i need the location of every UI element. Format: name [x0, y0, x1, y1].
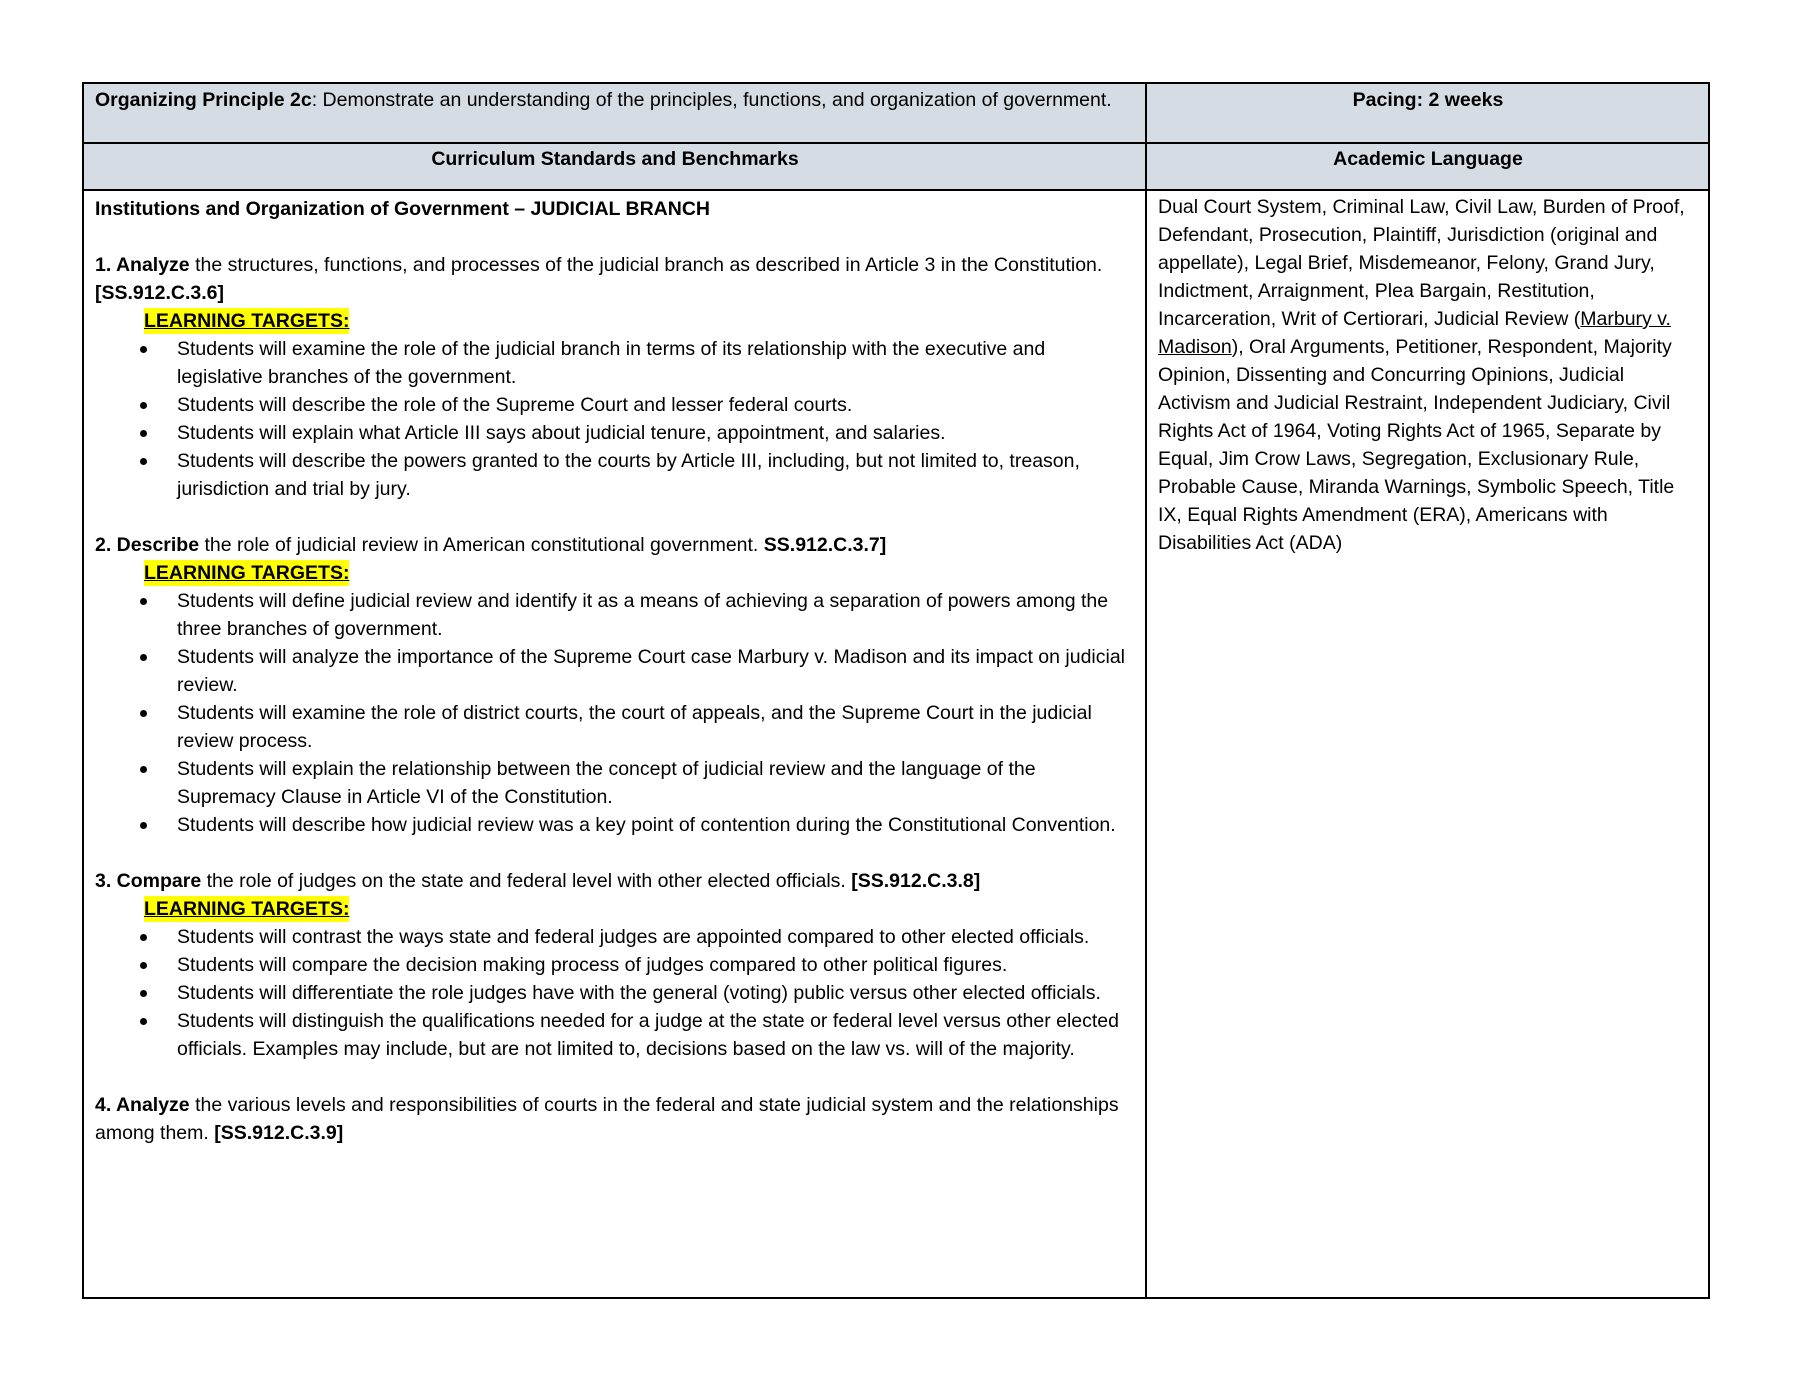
- pacing-cell: [1146, 83, 1709, 143]
- list-item: Students will distinguish the qualifications needed for a judge at the state or federal level versus other elected officials. Examples may include, but are not limited to, decisions based on the law vs. will of the majority.: [177, 1007, 1135, 1063]
- list-item: Students will compare the decision making process of judges compared to other political figures.: [177, 951, 1135, 979]
- header-row: [83, 83, 1709, 143]
- standard-3-code: [SS.912.C.3.8]: [851, 870, 981, 892]
- list-item: Students will describe the powers granted to the courts by Article III, including, but not limited to, treason, jurisdiction and trial by jury.: [177, 447, 1135, 503]
- list-item: Students will describe the role of the Supreme Court and lesser federal courts.: [177, 391, 1135, 419]
- list-item: Students will examine the role of the judicial branch in terms of its relationship with the executive and legislative branches of the government.: [177, 335, 1135, 391]
- standard-2-verb: 2. Describe: [95, 534, 200, 556]
- academic-language-terms-continued: ), Oral Arguments, Petitioner, Respondent, Majority Opinion, Dissenting and Concurring Opinions, Judicial Activism and Judicial Restraint, Independent Judiciary, Civil Rights Act of 1964, Voting Rights Act of 1965, Separate by Equal, Jim Crow Laws, Segregation, Exclusionary Rule, Probable Cause, Miranda Warnings, Symbolic Speech, Title IX, Equal Rights Amendment (ERA), Americans with Disabilities Act (ADA): [1158, 336, 1675, 554]
- standard-3-verb: 3. Compare: [95, 870, 202, 892]
- list-item: Students will examine the role of district courts, the court of appeals, and the Supreme Court in the judicial review process.: [177, 699, 1135, 755]
- standard-1-text: the structures, functions, and processes of the judicial branch as described in Article 3 in the Constitution.: [189, 254, 1103, 276]
- standard-4-verb: 4. Analyze: [95, 1094, 190, 1116]
- list-item: Students will explain what Article III says about judicial tenure, appointment, and salaries.: [177, 419, 1135, 447]
- organizing-principle-text: : Demonstrate an understanding of the principles, functions, and organization of government.: [311, 89, 1112, 111]
- standard-2-text: the role of judicial review in American constitutional government.: [199, 534, 764, 556]
- learning-targets-label: LEARNING TARGETS:: [144, 898, 350, 920]
- standard-4: [95, 1091, 1135, 1147]
- standard-2-code: SS.912.C.3.7]: [763, 534, 887, 556]
- organizing-principle-label: Organizing Principle 2c: [95, 89, 312, 111]
- list-item: Students will describe how judicial review was a key point of contention during the Constitutional Convention.: [177, 811, 1135, 839]
- academic-language-terms: Dual Court System, Criminal Law, Civil Law, Burden of Proof, Defendant, Prosecution, Plaintiff, Jurisdiction (original and appellate), Legal Brief, Misdemeanor, Felony, Grand Jury, Indictment, Arraignment, Plea Bargain, Restitution, Incarceration, Writ of Certiorari, Judicial Review (: [1158, 196, 1685, 330]
- standard-3: [95, 867, 1135, 895]
- standard-3-text: the role of judges on the state and federal level with other elected officials.: [201, 870, 852, 892]
- standard-2-targets: [95, 587, 1135, 839]
- learning-targets-label: LEARNING TARGETS:: [144, 310, 350, 332]
- standard-2: [95, 531, 1135, 559]
- standard-4-text: the various levels and responsibilities of courts in the federal and state judicial system and the relationships among them.: [95, 1094, 1119, 1144]
- standard-1-targets: [95, 335, 1135, 503]
- list-item: Students will analyze the importance of the Supreme Court case Marbury v. Madison and its impact on judicial review.: [177, 643, 1135, 699]
- curriculum-table: [82, 82, 1710, 1299]
- standard-4-code: [SS.912.C.3.9]: [214, 1122, 344, 1144]
- list-item: Students will explain the relationship between the concept of judicial review and the language of the Supremacy Clause in Article VI of the Constitution.: [177, 755, 1135, 811]
- organizing-principle-cell: [83, 83, 1146, 143]
- column-title-row: [83, 143, 1709, 190]
- standard-1-code: [SS.912.C.3.6]: [95, 282, 224, 304]
- academic-language-case: Marbury v. Madison: [1158, 308, 1671, 358]
- content-row: [83, 190, 1709, 1298]
- learning-targets-label: LEARNING TARGETS:: [144, 562, 350, 584]
- section-title: Institutions and Organization of Government – JUDICIAL BRANCH: [95, 198, 711, 220]
- list-item: Students will differentiate the role judges have with the general (voting) public versus other elected officials.: [177, 979, 1135, 1007]
- standard-3-targets: [95, 923, 1135, 1063]
- standards-column-title: Curriculum Standards and Benchmarks: [83, 143, 1146, 190]
- pacing-text: Pacing: 2 weeks: [1352, 89, 1504, 111]
- standard-1: [95, 251, 1135, 307]
- standard-1-verb: 1. Analyze: [95, 254, 190, 276]
- standards-cell: [83, 190, 1146, 1298]
- list-item: Students will contrast the ways state and federal judges are appointed compared to other elected officials.: [177, 923, 1135, 951]
- academic-language-cell: [1146, 190, 1709, 1298]
- list-item: Students will define judicial review and identify it as a means of achieving a separation of powers among the three branches of government.: [177, 587, 1135, 643]
- academic-language-column-title: Academic Language: [1146, 143, 1709, 190]
